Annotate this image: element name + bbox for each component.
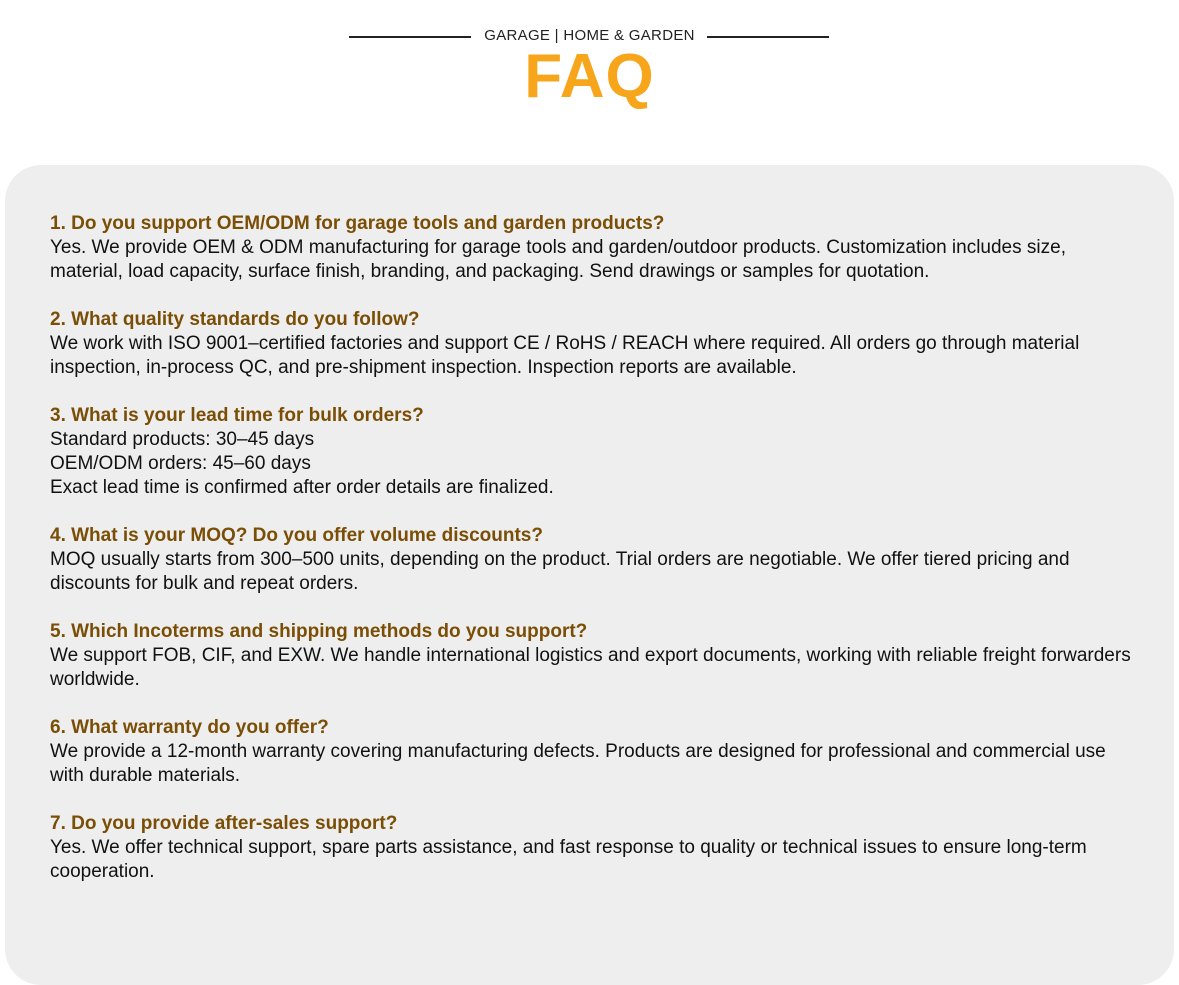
category-eyebrow: GARAGE | HOME & GARDEN xyxy=(484,27,695,44)
faq-answer xyxy=(50,836,1135,884)
faq-answer-line: MOQ usually starts from 300–500 units, depending on the product. Trial orders are negotiable. We offer tiered pricing and discounts for bulk and repeat orders. xyxy=(50,549,1070,594)
faq-item xyxy=(50,620,1135,692)
page-title: FAQ xyxy=(524,42,655,111)
faq-answer-line: Standard products: 30–45 days xyxy=(50,429,315,450)
faq-answer-line: Yes. We provide OEM & ODM manufacturing for garage tools and garden/outdoor products. Customization includes size, material, load capacity, surface finish, branding, and packaging. Send drawings or samples for quotation. xyxy=(50,237,1066,282)
faq-item xyxy=(50,524,1135,596)
faq-answer xyxy=(50,644,1135,692)
faq-answer-line: We provide a 12-month warranty covering manufacturing defects. Products are designed for professional and commercial use with durable materials. xyxy=(50,741,1106,786)
faq-question: 6. What warranty do you offer? xyxy=(50,717,329,738)
faq-item xyxy=(50,308,1135,380)
faq-answer xyxy=(50,332,1135,380)
faq-question: 4. What is your MOQ? Do you offer volume discounts? xyxy=(50,525,543,546)
faq-question: 1. Do you support OEM/ODM for garage tools and garden products? xyxy=(50,213,665,234)
faq-answer-line: We support FOB, CIF, and EXW. We handle international logistics and export documents, working with reliable freight forwarders worldwide. xyxy=(50,645,1131,690)
faq-question: 3. What is your lead time for bulk orders? xyxy=(50,405,424,426)
faq-item xyxy=(50,212,1135,284)
page-header xyxy=(0,0,1179,120)
faq-answer-line: Exact lead time is confirmed after order details are finalized. xyxy=(50,477,554,498)
faq-item xyxy=(50,716,1135,788)
faq-item xyxy=(50,404,1135,500)
faq-question: 7. Do you provide after-sales support? xyxy=(50,813,398,834)
faq-answer-line: Yes. We offer technical support, spare parts assistance, and fast response to quality or technical issues to ensure long-term cooperation. xyxy=(50,837,1087,882)
faq-item xyxy=(50,812,1135,884)
faq-answer-line: We work with ISO 9001–certified factories and support CE / RoHS / REACH where required. All orders go through material inspection, in-process QC, and pre-shipment inspection. Inspection reports are available. xyxy=(50,333,1080,378)
faq-list xyxy=(50,212,1135,908)
faq-answer xyxy=(50,548,1135,596)
faq-question: 2. What quality standards do you follow? xyxy=(50,309,420,330)
faq-question: 5. Which Incoterms and shipping methods do you support? xyxy=(50,621,588,642)
eyebrow-right-rule xyxy=(707,36,829,38)
faq-answer xyxy=(50,236,1135,284)
faq-answer xyxy=(50,428,1135,500)
faq-answer xyxy=(50,740,1135,788)
faq-answer-line: OEM/ODM orders: 45–60 days xyxy=(50,453,311,474)
